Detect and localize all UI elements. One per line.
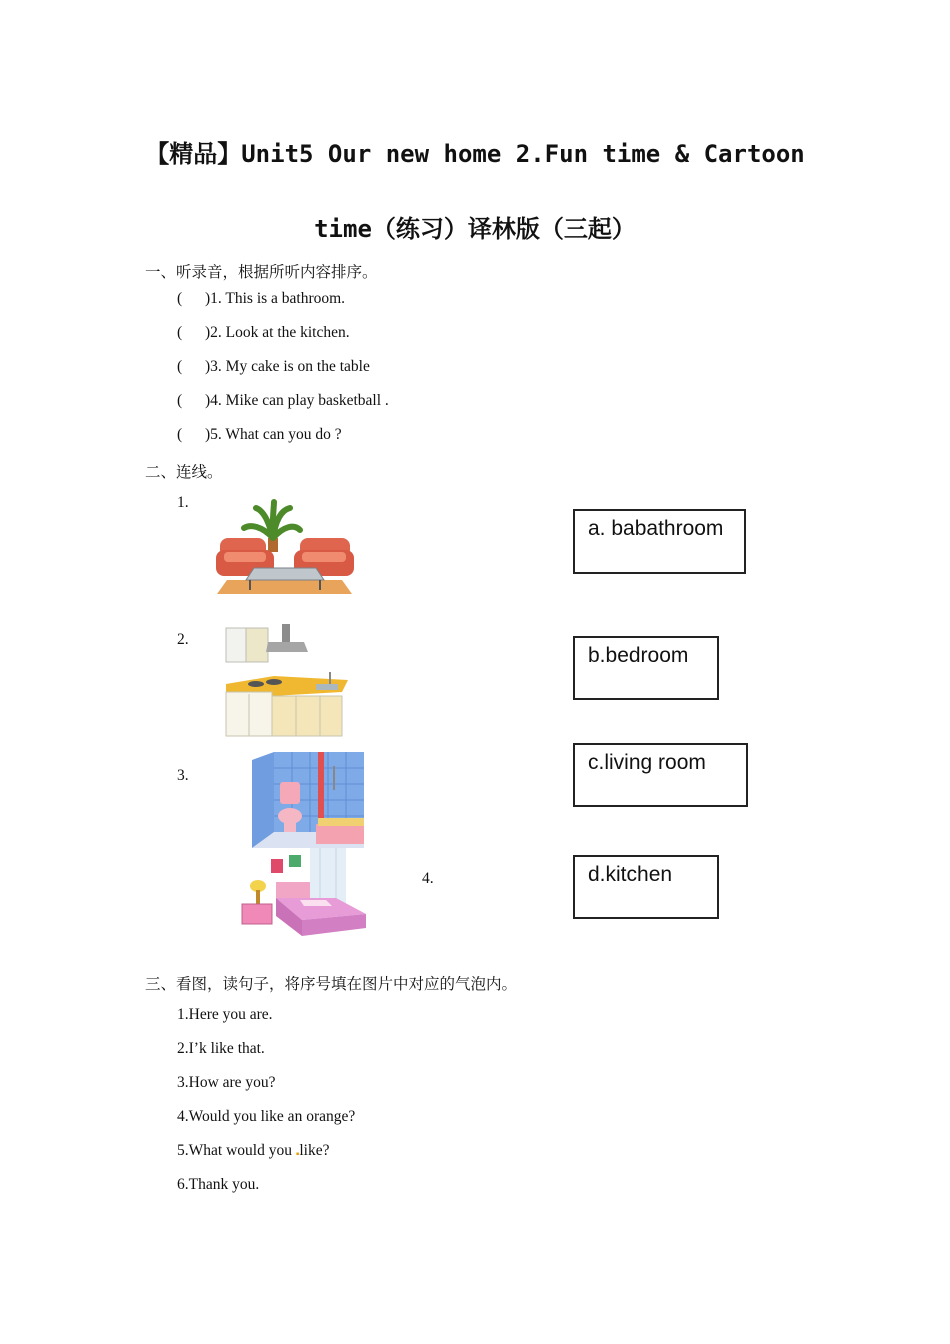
section3-heading: 三、看图，读句子，将序号填在图片中对应的气泡内。 [145,976,518,993]
sentence-5 [177,1142,330,1160]
answer-blank[interactable]: ( [177,426,183,443]
sentence-4: 4.Would you like an orange? [177,1108,356,1125]
option-box-d[interactable]: d.kitchen [573,855,719,919]
match-number-2: 2. [177,631,189,648]
sentence-3: 3.How are you? [177,1074,276,1091]
answer-blank[interactable]: ( [177,324,183,341]
living-room-picture [212,498,357,600]
item-text: )1. This is a bathroom. [205,290,346,307]
item-text: )4. Mike can play basketball . [205,392,389,409]
answer-blank[interactable]: ( [177,358,183,375]
item-text: )3. My cake is on the table [205,358,370,375]
option-box-a[interactable]: a. babathroom [573,509,746,574]
listening-item-2 [177,324,350,342]
page-title-line2: time（练习）译林版（三起） [314,215,636,243]
page-title-line1: 【精品】Unit5 Our new home 2.Fun time & Cartoon [145,140,805,168]
item-text: )5. What can you do ? [205,426,342,443]
sentence-5-tail: like? [299,1142,330,1159]
option-box-b[interactable]: b.bedroom [573,636,719,700]
item-text: )2. Look at the kitchen. [205,324,350,341]
listening-item-4 [177,392,389,410]
match-number-4: 4. [422,870,434,887]
kitchen-picture [222,622,354,740]
orange-dot-mark: ▪ [295,1149,300,1160]
match-number-3: 3. [177,767,189,784]
section1-heading: 一、听录音，根据所听内容排序。 [145,264,378,281]
listening-item-3 [177,358,370,376]
listening-item-5 [177,426,342,444]
sentence-5-text: 5.What would you [177,1142,292,1159]
answer-blank[interactable]: ( [177,392,183,409]
section2-heading: 二、连线。 [145,464,223,481]
match-number-1: 1. [177,494,189,511]
bathroom-picture [252,752,366,848]
sentence-2: 2.I’k like that. [177,1040,265,1057]
bedroom-picture [240,848,368,938]
listening-item-1 [177,290,345,308]
sentence-1: 1.Here you are. [177,1006,273,1023]
answer-blank[interactable]: ( [177,290,183,307]
sentence-6: 6.Thank you. [177,1176,260,1193]
option-box-c[interactable]: c.living room [573,743,748,807]
